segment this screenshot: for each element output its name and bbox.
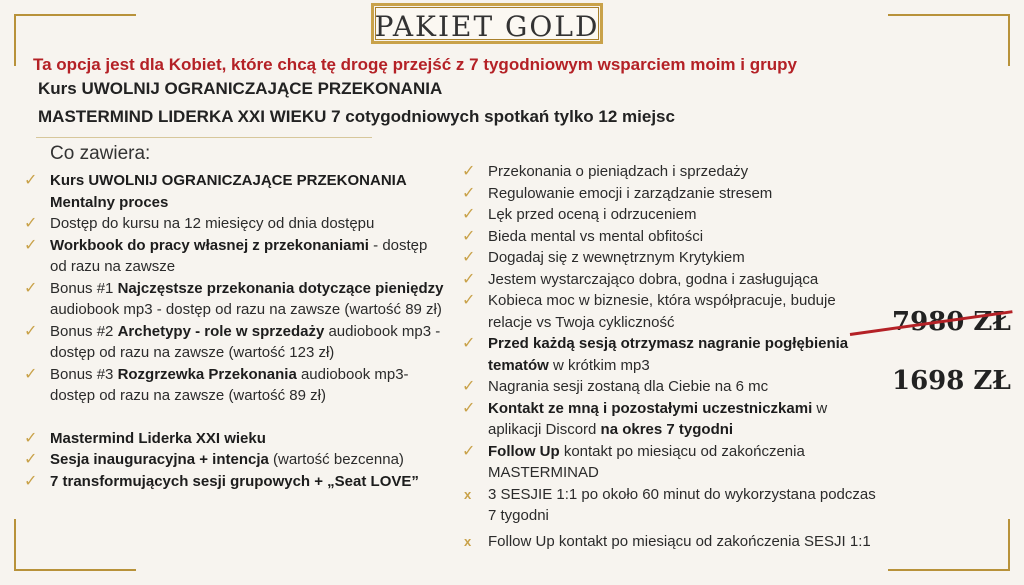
list-item: x Follow Up kontakt po miesiącu od zakończenia SESJI 1:1 bbox=[462, 531, 882, 553]
check-icon: ✓ bbox=[24, 429, 38, 447]
list-item: ✓ Nagrania sesji zostaną dla Ciebie na 6 mc bbox=[462, 376, 882, 398]
check-icon: ✓ bbox=[462, 227, 476, 245]
list-item: ✓ Follow Up kontakt po miesiącu od zakończenia MASTERMINAD bbox=[462, 442, 805, 481]
list-item: ✓ Bonus #2 Archetypy - role w sprzedaży audiobook mp3 - dostęp od razu na zawsze (wartość 123 zł) bbox=[24, 322, 441, 361]
check-icon: ✓ bbox=[462, 163, 476, 180]
page-title: PAKIET GOLD bbox=[374, 10, 600, 43]
right-feature-list bbox=[462, 161, 882, 552]
check-icon: ✓ bbox=[462, 292, 476, 309]
list-item: ✓ Kontakt ze mną i pozostałymi uczestniczkami w aplikacji Discord na okres 7 tygodni bbox=[462, 399, 828, 438]
check-icon: ✓ bbox=[24, 279, 38, 297]
list-item: ✓ Mastermind Liderka XXI wieku bbox=[24, 428, 444, 450]
check-icon: ✓ bbox=[462, 378, 476, 395]
intro-red-line: Ta opcja jest dla Kobiet, które chcą tę drogę przejść z 7 tygodniowym wsparciem moim i grupy bbox=[33, 55, 797, 74]
list-item: ✓ Workbook do pracy własnej z przekonaniami - dostęp od razu na zawsze bbox=[24, 236, 428, 275]
cross-icon: x bbox=[464, 486, 472, 502]
check-icon: ✓ bbox=[24, 472, 38, 490]
frame-corner-bottom-right bbox=[888, 519, 1010, 571]
list-item: ✓ Przed każdą sesją otrzymasz nagranie pogłębienia tematów w krótkim mp3 bbox=[462, 335, 849, 374]
list-item: ✓ Jestem wystarczająco dobra, godna i zasługująca bbox=[462, 269, 882, 291]
check-icon: ✓ bbox=[462, 184, 476, 202]
section-label: Co zawiera: bbox=[50, 143, 151, 164]
cross-icon: x bbox=[464, 533, 472, 549]
check-icon: ✓ bbox=[462, 249, 476, 266]
check-icon: ✓ bbox=[24, 236, 38, 254]
list-item: ✓ Kobieca moc w biznesie, która współpracuje, buduje relacje vs Twoja cykliczność bbox=[462, 292, 836, 331]
title-banner bbox=[371, 3, 603, 44]
intro-mastermind-line: MASTERMIND LIDERKA XXI WIEKU 7 cotygodniowych spotkań tylko 12 miejsc bbox=[38, 107, 675, 126]
list-item: ✓ Sesja inauguracyjna + intencja (wartość bezcenna) bbox=[24, 449, 444, 471]
intro-course-line: Kurs UWOLNIJ OGRANICZAJĄCE PRZEKONANIA bbox=[38, 79, 443, 98]
list-item: ✓ 7 transformujących sesji grupowych + „Seat LOVE” bbox=[24, 471, 444, 493]
list-item: ✓ Dostęp do kursu na 12 miesięcy od dnia dostępu bbox=[24, 213, 444, 235]
check-icon: ✓ bbox=[24, 365, 38, 383]
list-item: x 3 SESJIE 1:1 po około 60 minut do wykorzystana podczas 7 tygodni bbox=[464, 485, 876, 524]
new-price: 1698 ZŁ bbox=[892, 366, 1011, 396]
check-icon: ✓ bbox=[462, 270, 476, 288]
frame-corner-bottom-left bbox=[14, 519, 136, 571]
list-item: ✓ Bonus #3 Rozgrzewka Przekonania audiobook mp3- dostęp od razu na zawsze (wartość 89 zł) bbox=[24, 365, 409, 404]
list-item: ✓ Regulowanie emocji i zarządzanie stresem bbox=[462, 183, 882, 205]
check-icon: ✓ bbox=[462, 206, 476, 223]
list-item: ✓ Kurs UWOLNIJ OGRANICZAJĄCE PRZEKONANIA Mentalny proces bbox=[24, 172, 407, 211]
list-item: ✓ Bonus #1 Najczęstsze przekonania dotyczące pieniędzy audiobook mp3 - dostęp od razu na zawsze (wartość 89 zł) bbox=[24, 279, 444, 318]
check-icon: ✓ bbox=[24, 215, 38, 232]
check-icon: ✓ bbox=[24, 172, 38, 189]
check-icon: ✓ bbox=[462, 399, 476, 417]
check-icon: ✓ bbox=[24, 451, 38, 468]
check-icon: ✓ bbox=[462, 335, 476, 352]
old-price: 7980 ZŁ bbox=[892, 307, 1011, 337]
list-item: ✓ Bieda mental vs mental obfitości bbox=[462, 226, 882, 248]
list-item: ✓ Dogadaj się z wewnętrznym Krytykiem bbox=[462, 247, 882, 269]
check-icon: ✓ bbox=[462, 442, 476, 460]
left-feature-list bbox=[24, 170, 444, 492]
list-item: ✓ Lęk przed oceną i odrzuceniem bbox=[462, 204, 882, 226]
check-icon: ✓ bbox=[24, 322, 38, 340]
list-item: ✓ Przekonania o pieniądzach i sprzedaży bbox=[462, 161, 882, 183]
divider bbox=[36, 137, 372, 138]
frame-corner-top-right bbox=[888, 14, 1010, 66]
